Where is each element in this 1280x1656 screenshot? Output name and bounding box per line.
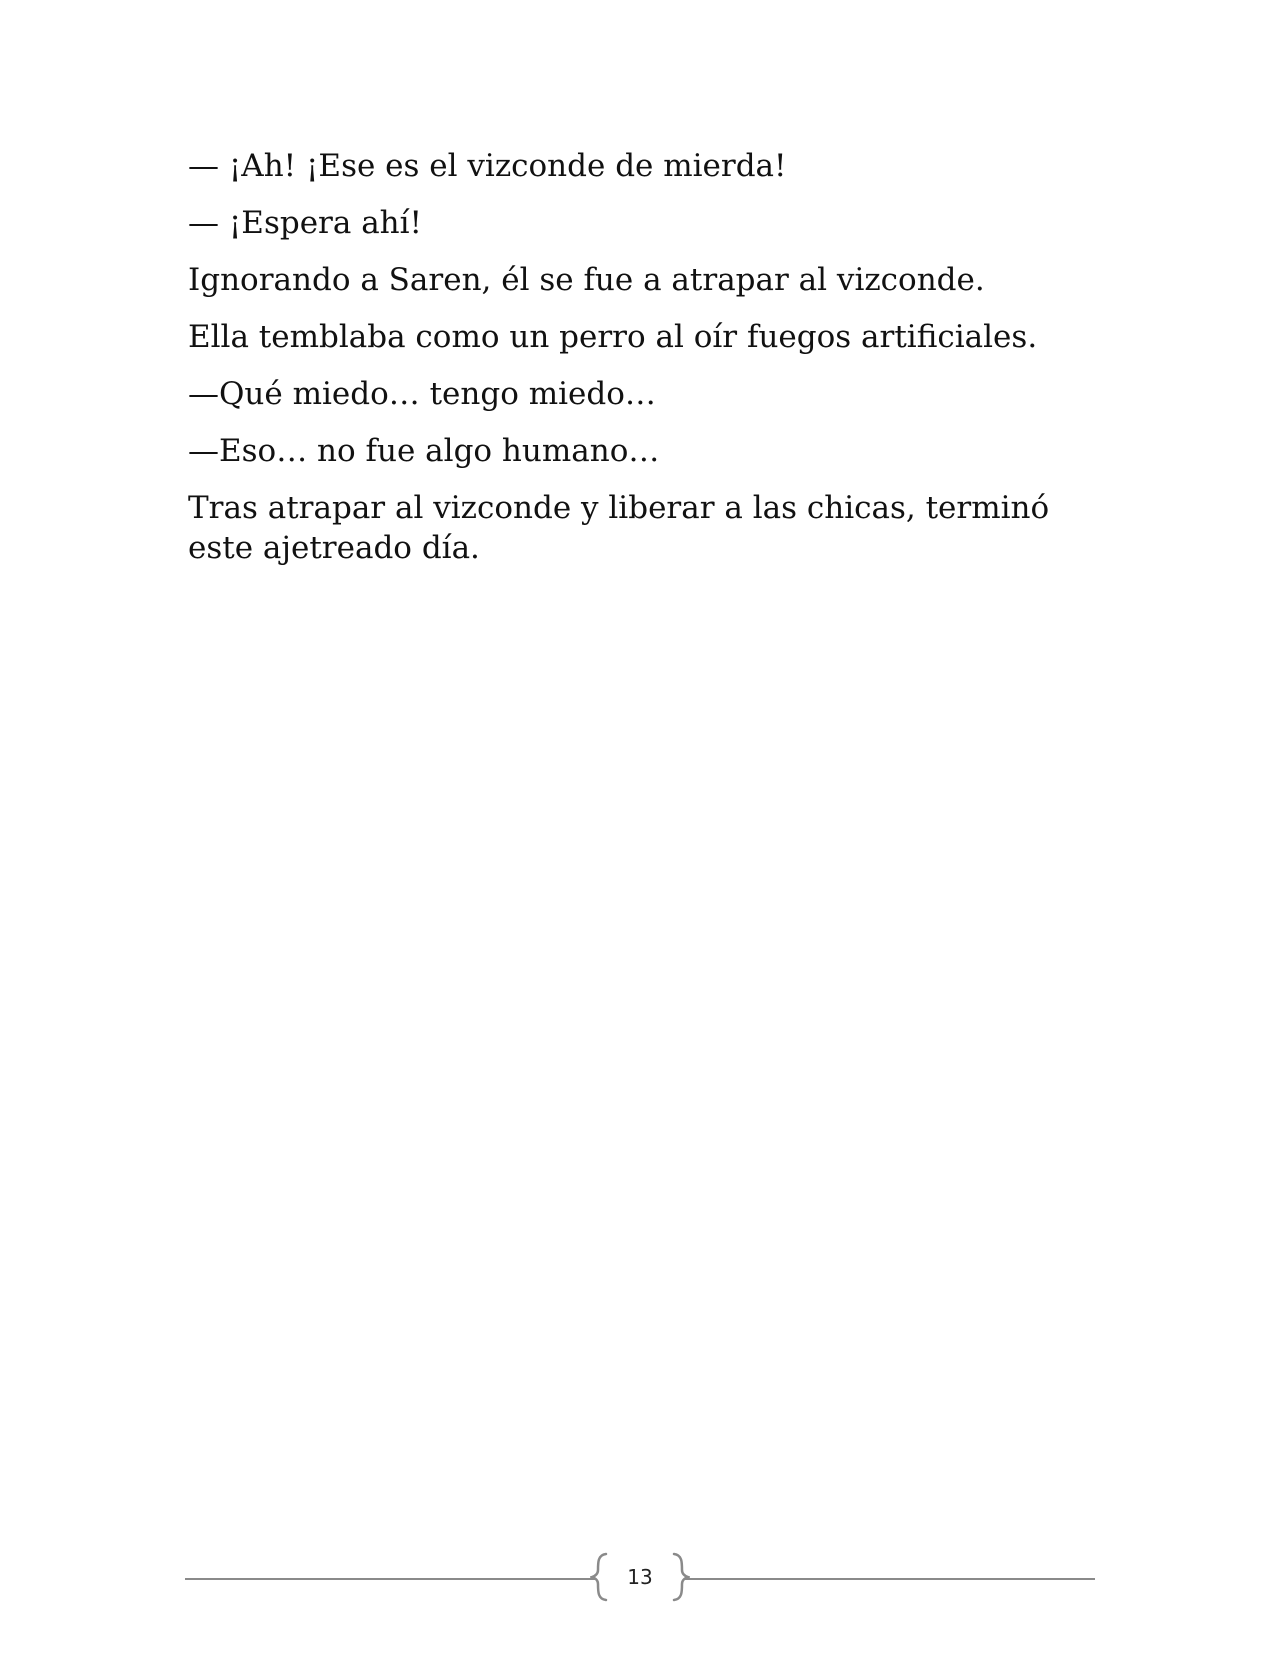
footer-left-rule: [185, 1578, 595, 1580]
narrative-paragraph: Ignorando a Saren, él se fue a atrapar al vizconde.: [188, 262, 985, 298]
narrative-paragraph: Tras atrapar al vizconde y liberar a las chicas, terminó este ajetreado día.: [188, 490, 1050, 566]
page-content: [188, 146, 1088, 585]
page-footer: [185, 1548, 1095, 1608]
dialogue-paragraph: —Qué miedo… tengo miedo…: [188, 376, 656, 412]
narrative-paragraph: Ella temblaba como un perro al oír fuegos artificiales.: [188, 319, 1038, 355]
page-number: 13: [627, 1565, 653, 1589]
dialogue-paragraph: — ¡Espera ahí!: [188, 205, 423, 241]
footer-right-rule: [685, 1578, 1095, 1580]
dialogue-paragraph: —Eso… no fue algo humano…: [188, 433, 660, 469]
right-bracket-icon: [670, 1552, 690, 1602]
dialogue-paragraph: — ¡Ah! ¡Ese es el vizconde de mierda!: [188, 148, 787, 184]
